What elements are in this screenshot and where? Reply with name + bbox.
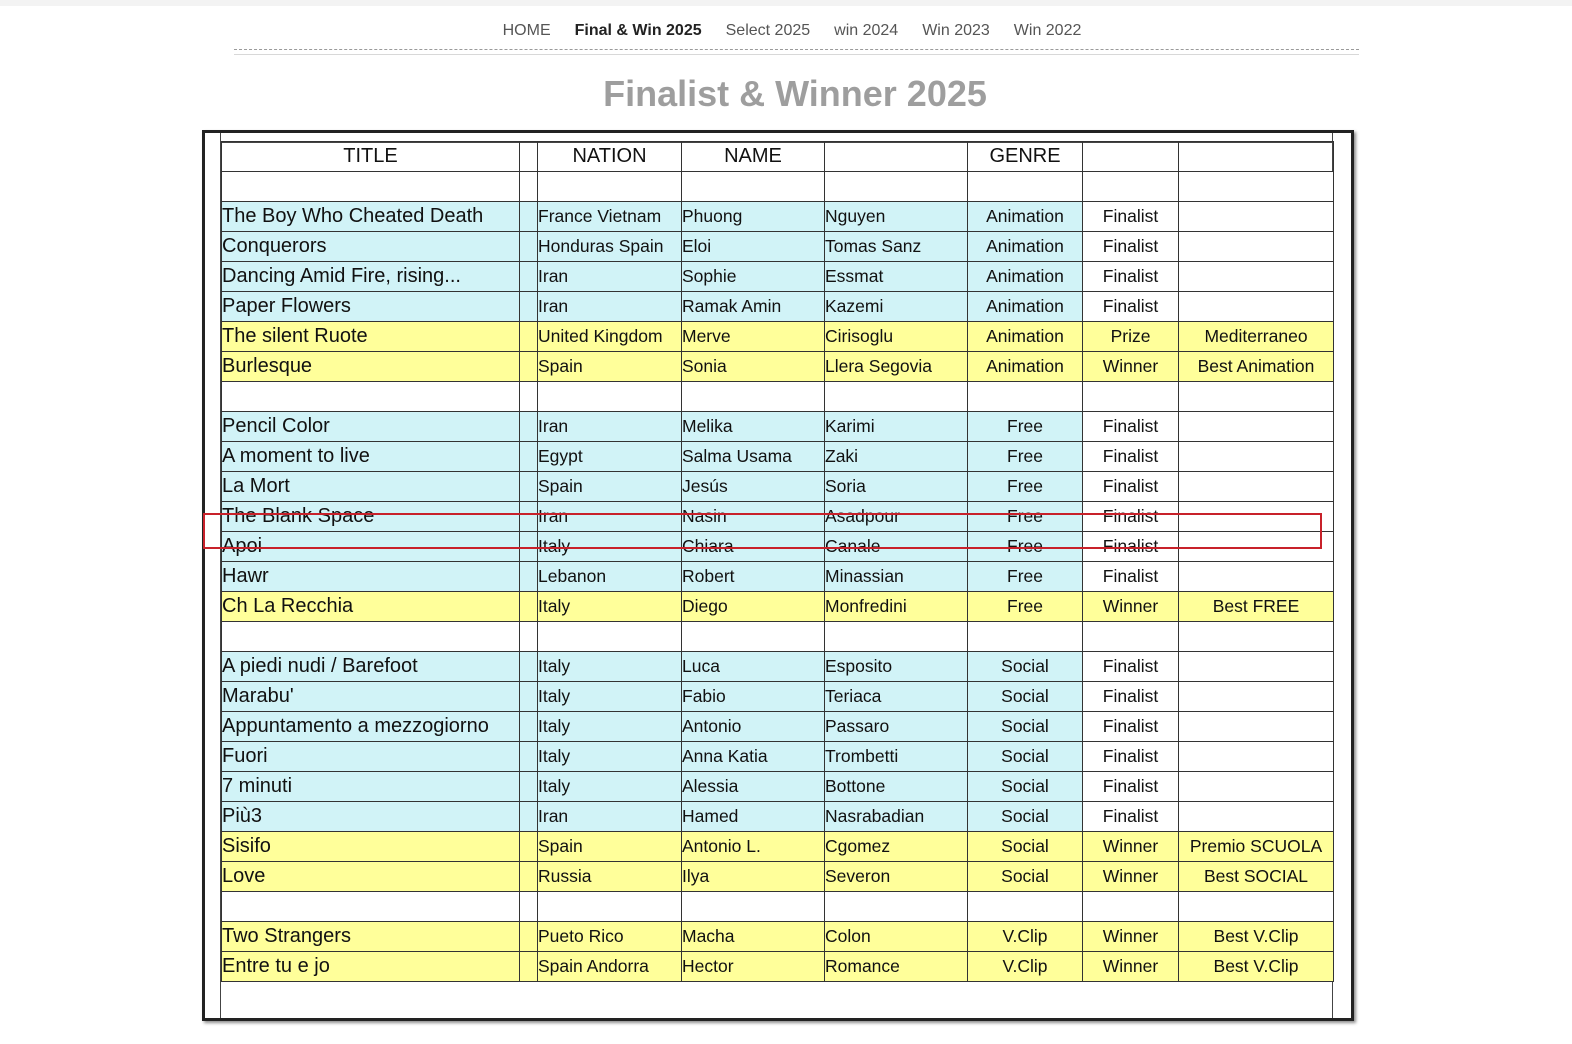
cell-first-name: Chiara <box>682 532 825 562</box>
cell-genre: Animation <box>968 232 1083 262</box>
cell-genre: Social <box>968 802 1083 832</box>
cell-status: Finalist <box>1083 232 1179 262</box>
cell-nation: Spain <box>538 832 682 862</box>
cell-award <box>1179 622 1334 652</box>
cell-gap <box>520 952 538 982</box>
cell-status <box>1083 382 1179 412</box>
table-row <box>222 442 1334 472</box>
cell-status: Finalist <box>1083 742 1179 772</box>
table-row <box>222 772 1334 802</box>
cell-first-name: Merve <box>682 322 825 352</box>
cell-last-name: Esposito <box>825 652 968 682</box>
cell-genre <box>968 892 1083 922</box>
cell-last-name: Minassian <box>825 562 968 592</box>
cell-nation: Spain Andorra <box>538 952 682 982</box>
nav-select-2025-link[interactable]: Select 2025 <box>725 22 811 39</box>
col-header-award <box>1179 142 1334 172</box>
cell-last-name: Colon <box>825 922 968 952</box>
cell-first-name: Alessia <box>682 772 825 802</box>
cell-status: Finalist <box>1083 262 1179 292</box>
cell-genre: Social <box>968 712 1083 742</box>
cell-title: Pencil Color <box>222 412 520 442</box>
cell-award: Premio SCUOLA <box>1179 832 1334 862</box>
cell-gap <box>520 772 538 802</box>
cell-status: Finalist <box>1083 562 1179 592</box>
cell-nation: Italy <box>538 532 682 562</box>
cell-nation <box>538 892 682 922</box>
cell-last-name: Soria <box>825 472 968 502</box>
cell-title: The silent Ruote <box>222 322 520 352</box>
col-header-genre: GENRE <box>968 142 1083 172</box>
cell-nation: Italy <box>538 682 682 712</box>
cell-status: Winner <box>1083 592 1179 622</box>
cell-status: Winner <box>1083 832 1179 862</box>
cell-genre: Free <box>968 442 1083 472</box>
cell-award <box>1179 682 1334 712</box>
cell-gap <box>520 442 538 472</box>
cell-title <box>222 622 520 652</box>
cell-first-name: Salma Usama <box>682 442 825 472</box>
cell-gap <box>520 802 538 832</box>
cell-title: A moment to live <box>222 442 520 472</box>
cell-first-name <box>682 382 825 412</box>
cell-title <box>222 892 520 922</box>
cell-last-name: Bottone <box>825 772 968 802</box>
cell-status: Finalist <box>1083 682 1179 712</box>
cell-title: Appuntamento a mezzogiorno <box>222 712 520 742</box>
cell-last-name: Nasrabadian <box>825 802 968 832</box>
cell-nation <box>538 382 682 412</box>
col-header-nation: NATION <box>538 142 682 172</box>
cell-gap <box>520 712 538 742</box>
cell-title: Più3 <box>222 802 520 832</box>
cell-title: A piedi nudi / Barefoot <box>222 652 520 682</box>
cell-status: Winner <box>1083 862 1179 892</box>
cell-award <box>1179 742 1334 772</box>
main-nav <box>0 20 1572 42</box>
top-border <box>0 0 1572 6</box>
cell-gap <box>520 592 538 622</box>
cell-title: Conquerors <box>222 232 520 262</box>
cell-title: Entre tu e jo <box>222 952 520 982</box>
cell-status <box>1083 892 1179 922</box>
spacer-row <box>222 622 1334 652</box>
table-row <box>222 322 1334 352</box>
cell-genre: Animation <box>968 352 1083 382</box>
cell-gap <box>520 532 538 562</box>
nav-home-link[interactable]: HOME <box>502 22 551 39</box>
cell-first-name: Diego <box>682 592 825 622</box>
cell-first-name: Luca <box>682 652 825 682</box>
col-header-name: NAME <box>682 142 825 172</box>
cell-last-name <box>825 892 968 922</box>
cell-first-name <box>682 892 825 922</box>
cell-last-name: Trombetti <box>825 742 968 772</box>
cell-award: Best V.Clip <box>1179 922 1334 952</box>
spacer-row <box>222 382 1334 412</box>
cell-first-name: Fabio <box>682 682 825 712</box>
table-row <box>222 682 1334 712</box>
cell-first-name: Phuong <box>682 202 825 232</box>
cell-gap <box>520 742 538 772</box>
cell-genre: Animation <box>968 202 1083 232</box>
cell-award <box>1179 442 1334 472</box>
cell-gap <box>520 472 538 502</box>
cell-status: Finalist <box>1083 652 1179 682</box>
cell-nation <box>538 622 682 652</box>
cell-last-name: Canale <box>825 532 968 562</box>
cell-nation <box>538 172 682 202</box>
cell-title: Hawr <box>222 562 520 592</box>
cell-nation: Italy <box>538 712 682 742</box>
cell-award <box>1179 202 1334 232</box>
cell-gap <box>520 412 538 442</box>
cell-first-name: Ramak Amin <box>682 292 825 322</box>
cell-status: Winner <box>1083 952 1179 982</box>
cell-award <box>1179 412 1334 442</box>
cell-genre: Social <box>968 772 1083 802</box>
cell-nation: Honduras Spain <box>538 232 682 262</box>
cell-award <box>1179 232 1334 262</box>
table-row <box>222 742 1334 772</box>
table-row <box>222 712 1334 742</box>
cell-award <box>1179 502 1334 532</box>
cell-title: The Blank Space <box>222 502 520 532</box>
cell-status: Finalist <box>1083 202 1179 232</box>
cell-nation: Italy <box>538 772 682 802</box>
cell-genre: Social <box>968 652 1083 682</box>
cell-nation: Italy <box>538 742 682 772</box>
table-row <box>222 232 1334 262</box>
cell-genre <box>968 382 1083 412</box>
cell-first-name: Anna Katia <box>682 742 825 772</box>
cell-status: Finalist <box>1083 532 1179 562</box>
cell-genre: Free <box>968 592 1083 622</box>
cell-genre: Social <box>968 682 1083 712</box>
cell-genre <box>968 622 1083 652</box>
cell-nation: Iran <box>538 802 682 832</box>
cell-genre: Social <box>968 742 1083 772</box>
cell-award: Best Animation <box>1179 352 1334 382</box>
cell-genre: V.Clip <box>968 952 1083 982</box>
table-row <box>222 472 1334 502</box>
cell-title: La Mort <box>222 472 520 502</box>
cell-status: Finalist <box>1083 412 1179 442</box>
table-row <box>222 202 1334 232</box>
table-row <box>222 262 1334 292</box>
results-table <box>221 141 1334 982</box>
cell-nation: Russia <box>538 862 682 892</box>
table-row <box>222 352 1334 382</box>
cell-status: Finalist <box>1083 802 1179 832</box>
cell-first-name: Hector <box>682 952 825 982</box>
cell-title: Dancing Amid Fire, rising... <box>222 262 520 292</box>
cell-last-name <box>825 172 968 202</box>
cell-award <box>1179 262 1334 292</box>
col-header-title: TITLE <box>222 142 520 172</box>
table-row <box>222 532 1334 562</box>
cell-first-name: Nasin <box>682 502 825 532</box>
cell-last-name: Llera Segovia <box>825 352 968 382</box>
cell-gap <box>520 202 538 232</box>
cell-last-name: Severon <box>825 862 968 892</box>
cell-title: Paper Flowers <box>222 292 520 322</box>
cell-last-name <box>825 382 968 412</box>
cell-last-name: Tomas Sanz <box>825 232 968 262</box>
cell-award <box>1179 652 1334 682</box>
cell-genre: Free <box>968 532 1083 562</box>
cell-award: Best V.Clip <box>1179 952 1334 982</box>
cell-title: Ch La Recchia <box>222 592 520 622</box>
cell-first-name: Robert <box>682 562 825 592</box>
cell-last-name: Asadpour <box>825 502 968 532</box>
cell-nation: United Kingdom <box>538 322 682 352</box>
cell-gap <box>520 292 538 322</box>
cell-last-name: Karimi <box>825 412 968 442</box>
table-row <box>222 592 1334 622</box>
col-header-status <box>1083 142 1179 172</box>
cell-title: Burlesque <box>222 352 520 382</box>
cell-nation: Iran <box>538 292 682 322</box>
nav-win-2022-link[interactable]: Win 2022 <box>1013 22 1082 39</box>
table-row <box>222 832 1334 862</box>
cell-gap <box>520 652 538 682</box>
cell-genre: Free <box>968 562 1083 592</box>
cell-first-name: Sonia <box>682 352 825 382</box>
cell-title <box>222 382 520 412</box>
cell-award <box>1179 892 1334 922</box>
cell-title: Two Strangers <box>222 922 520 952</box>
spacer-row <box>222 892 1334 922</box>
cell-status: Winner <box>1083 352 1179 382</box>
cell-title: The Boy Who Cheated Death <box>222 202 520 232</box>
cell-nation: Italy <box>538 592 682 622</box>
cell-first-name <box>682 172 825 202</box>
cell-status: Finalist <box>1083 502 1179 532</box>
table-header-row <box>222 142 1334 172</box>
cell-title: Sisifo <box>222 832 520 862</box>
cell-genre: Free <box>968 472 1083 502</box>
cell-genre: Social <box>968 832 1083 862</box>
table-row <box>222 922 1334 952</box>
cell-award <box>1179 172 1334 202</box>
cell-genre: Animation <box>968 292 1083 322</box>
cell-gap <box>520 682 538 712</box>
cell-title: Fuori <box>222 742 520 772</box>
nav-divider-lower <box>234 54 1359 55</box>
cell-first-name: Macha <box>682 922 825 952</box>
cell-title: 7 minuti <box>222 772 520 802</box>
nav-final-win-2025-link[interactable]: Final & Win 2025 <box>574 22 702 39</box>
cell-nation: Italy <box>538 652 682 682</box>
cell-award <box>1179 562 1334 592</box>
cell-gap <box>520 232 538 262</box>
page-title: Finalist & Winner 2025 <box>603 73 987 114</box>
table-row <box>222 412 1334 442</box>
cell-last-name: Kazemi <box>825 292 968 322</box>
cell-gap <box>520 832 538 862</box>
cell-title: Love <box>222 862 520 892</box>
cell-last-name: Teriaca <box>825 682 968 712</box>
cell-genre: Animation <box>968 322 1083 352</box>
table-row-highlighted <box>222 502 1334 532</box>
cell-nation: Iran <box>538 262 682 292</box>
col-header-gap <box>520 142 538 172</box>
cell-first-name: Eloi <box>682 232 825 262</box>
cell-last-name: Cirisoglu <box>825 322 968 352</box>
cell-first-name: Ilya <box>682 862 825 892</box>
cell-first-name: Antonio <box>682 712 825 742</box>
cell-genre: Social <box>968 862 1083 892</box>
table-row <box>222 862 1334 892</box>
cell-nation: Iran <box>538 502 682 532</box>
cell-last-name: Cgomez <box>825 832 968 862</box>
cell-first-name: Hamed <box>682 802 825 832</box>
cell-gap <box>520 322 538 352</box>
cell-award <box>1179 532 1334 562</box>
cell-gap <box>520 922 538 952</box>
cell-last-name: Passaro <box>825 712 968 742</box>
table-row <box>222 562 1334 592</box>
cell-last-name: Monfredini <box>825 592 968 622</box>
cell-gap <box>520 622 538 652</box>
cell-first-name: Sophie <box>682 262 825 292</box>
cell-gap <box>520 382 538 412</box>
nav-win-2024-link[interactable]: win 2024 <box>834 22 899 39</box>
cell-nation: Lebanon <box>538 562 682 592</box>
cell-first-name: Jesús <box>682 472 825 502</box>
cell-title: Marabu' <box>222 682 520 712</box>
table-row <box>222 802 1334 832</box>
cell-gap <box>520 862 538 892</box>
cell-last-name <box>825 622 968 652</box>
cell-nation: Spain <box>538 352 682 382</box>
cell-award <box>1179 382 1334 412</box>
cell-genre: Free <box>968 412 1083 442</box>
results-table-body <box>222 172 1334 982</box>
cell-title: Apoi <box>222 532 520 562</box>
sheet-right-margin <box>1332 133 1351 1018</box>
sheet-left-margin <box>205 133 221 1018</box>
cell-award: Mediterraneo <box>1179 322 1334 352</box>
cell-status <box>1083 622 1179 652</box>
cell-last-name: Nguyen <box>825 202 968 232</box>
cell-last-name: Romance <box>825 952 968 982</box>
cell-gap <box>520 172 538 202</box>
cell-award <box>1179 772 1334 802</box>
cell-status: Prize <box>1083 322 1179 352</box>
cell-status: Finalist <box>1083 292 1179 322</box>
cell-gap <box>520 262 538 292</box>
cell-status: Winner <box>1083 922 1179 952</box>
cell-status <box>1083 172 1179 202</box>
cell-award: Best SOCIAL <box>1179 862 1334 892</box>
spacer-row <box>222 172 1334 202</box>
cell-gap <box>520 502 538 532</box>
cell-status: Finalist <box>1083 712 1179 742</box>
cell-nation: France Vietnam <box>538 202 682 232</box>
cell-nation: Egypt <box>538 442 682 472</box>
cell-last-name: Essmat <box>825 262 968 292</box>
cell-genre: V.Clip <box>968 922 1083 952</box>
cell-award: Best FREE <box>1179 592 1334 622</box>
cell-nation: Pueto Rico <box>538 922 682 952</box>
cell-first-name: Antonio L. <box>682 832 825 862</box>
nav-win-2023-link[interactable]: Win 2023 <box>922 22 990 39</box>
cell-award <box>1179 802 1334 832</box>
cell-first-name <box>682 622 825 652</box>
table-row <box>222 652 1334 682</box>
nav-divider <box>234 49 1359 50</box>
cell-status: Finalist <box>1083 472 1179 502</box>
cell-nation: Spain <box>538 472 682 502</box>
cell-genre <box>968 172 1083 202</box>
cell-gap <box>520 562 538 592</box>
cell-title <box>222 172 520 202</box>
cell-last-name: Zaki <box>825 442 968 472</box>
col-header-surname <box>825 142 968 172</box>
cell-award <box>1179 292 1334 322</box>
cell-gap <box>520 892 538 922</box>
cell-status: Finalist <box>1083 772 1179 802</box>
cell-nation: Iran <box>538 412 682 442</box>
table-row <box>222 292 1334 322</box>
cell-status: Finalist <box>1083 442 1179 472</box>
cell-award <box>1179 712 1334 742</box>
cell-gap <box>520 352 538 382</box>
cell-first-name: Melika <box>682 412 825 442</box>
cell-genre: Animation <box>968 262 1083 292</box>
table-row <box>222 952 1334 982</box>
cell-award <box>1179 472 1334 502</box>
cell-genre: Free <box>968 502 1083 532</box>
